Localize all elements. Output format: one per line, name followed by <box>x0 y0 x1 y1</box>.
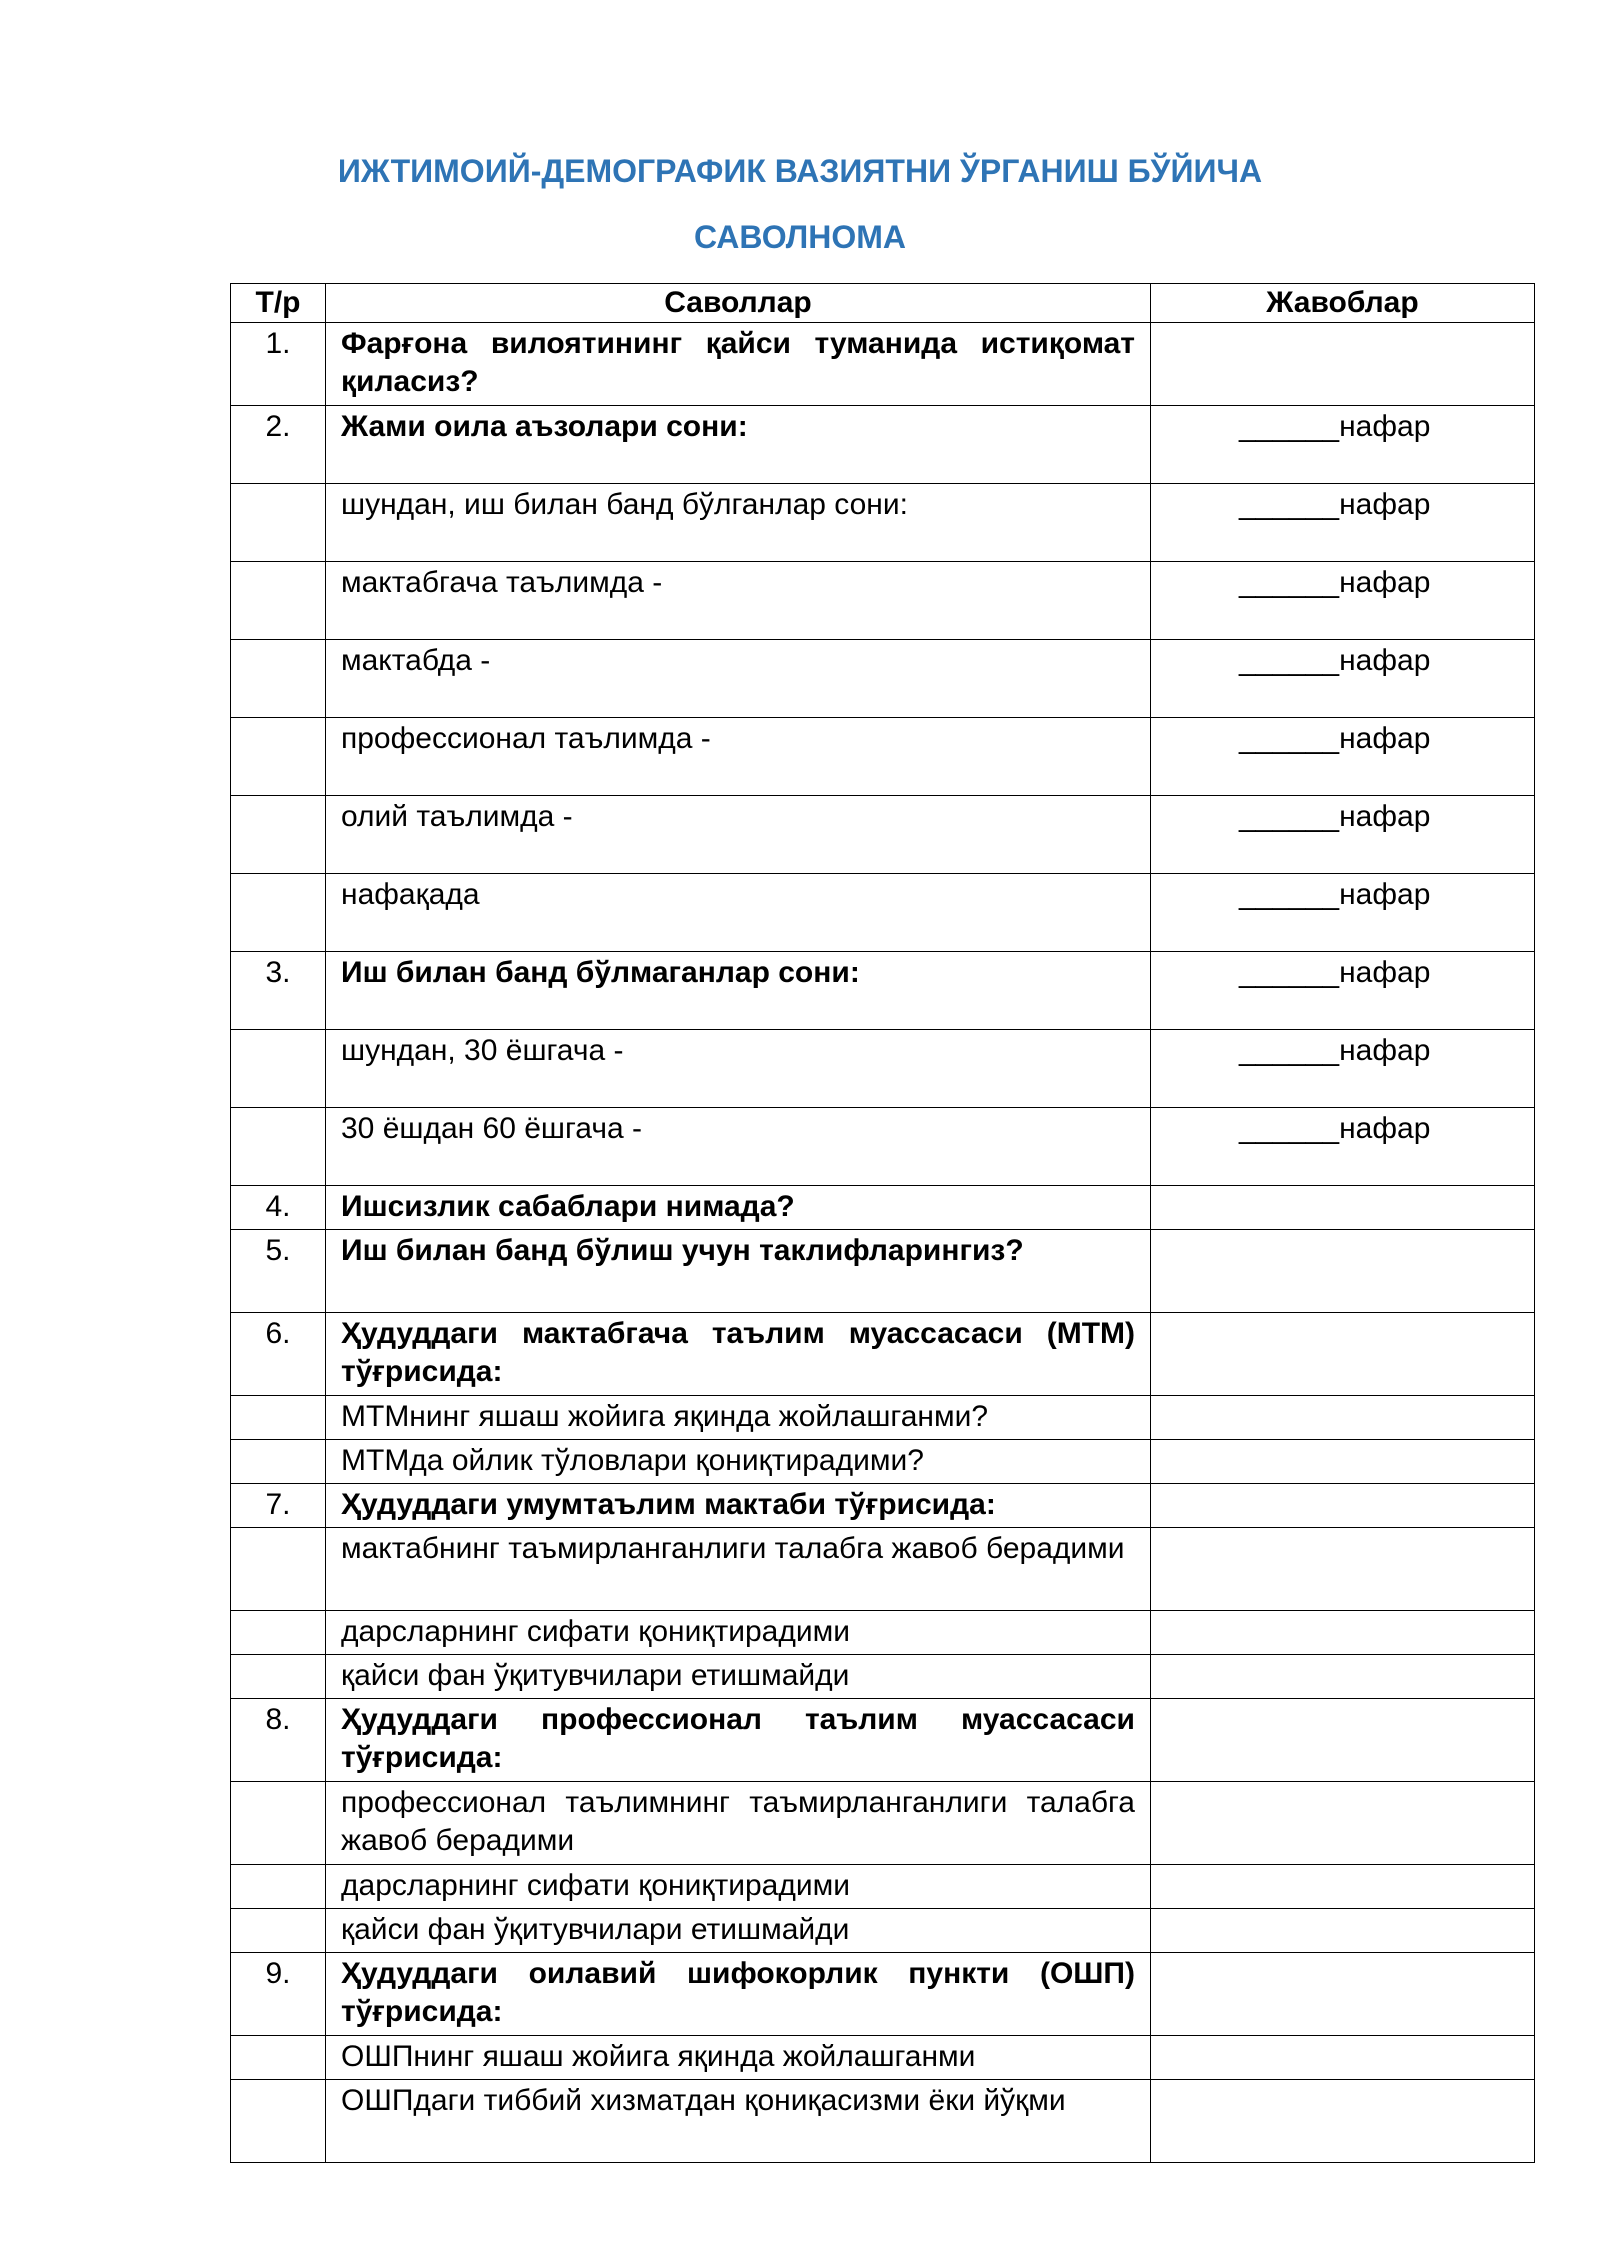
table-row <box>231 406 1535 484</box>
table-row <box>231 1611 1535 1655</box>
answer-cell[interactable] <box>1151 640 1535 718</box>
row-number: 3. <box>231 952 326 1030</box>
table-row <box>231 1230 1535 1313</box>
question-subitem: дарсларнинг сифати қониқтирадими <box>326 1865 1151 1909</box>
table-row <box>231 2080 1535 2163</box>
row-number: 9. <box>231 1953 326 2036</box>
question-subitem: қайси фан ўқитувчилари етишмайди <box>326 1909 1151 1953</box>
answer-blank-count: ______нафар <box>1239 800 1431 833</box>
answer-blank-count: ______нафар <box>1239 1112 1431 1145</box>
table-row <box>231 1440 1535 1484</box>
answer-blank-count: ______нафар <box>1239 410 1431 443</box>
answer-cell[interactable] <box>1151 1611 1535 1655</box>
question-subitem: 30 ёшдан 60 ёшгача - <box>326 1108 1151 1186</box>
question-subitem: ОШПнинг яшаш жойига яқинда жойлашганми <box>326 2036 1151 2080</box>
question-heading: Иш билан банд бўлмаганлар сони: <box>326 952 1151 1030</box>
column-header-questions: Саволлар <box>326 284 1151 323</box>
table-row <box>231 874 1535 952</box>
question-subitem: шундан, иш билан банд бўлганлар сони: <box>326 484 1151 562</box>
row-number <box>231 2080 326 2163</box>
column-header-answers: Жавоблар <box>1151 284 1535 323</box>
row-number <box>231 1528 326 1611</box>
row-number <box>231 1440 326 1484</box>
table-row <box>231 1313 1535 1396</box>
row-number <box>231 1611 326 1655</box>
question-subitem: профессионал таълимда - <box>326 718 1151 796</box>
table-row <box>231 1030 1535 1108</box>
answer-cell[interactable] <box>1151 1030 1535 1108</box>
row-number <box>231 718 326 796</box>
question-subitem: профессионал таълимнинг таъмирланганлиги талабга жавоб берадими <box>326 1782 1151 1865</box>
question-heading: Ҳудуддаги профессионал таълим муассасаси тўғрисида: <box>326 1699 1151 1782</box>
table-row <box>231 1484 1535 1528</box>
answer-blank-count: ______нафар <box>1239 488 1431 521</box>
answer-cell[interactable] <box>1151 2036 1535 2080</box>
question-heading: Ишсизлик сабаблари нимада? <box>326 1186 1151 1230</box>
document-title-line1: ИЖТИМОИЙ-ДЕМОГРАФИК ВАЗИЯТНИ ЎРГАНИШ БЎЙИЧА <box>337 153 1263 189</box>
table-row <box>231 1865 1535 1909</box>
answer-cell[interactable] <box>1151 1909 1535 1953</box>
answer-blank-count: ______нафар <box>1239 956 1431 989</box>
row-number <box>231 1655 326 1699</box>
answer-blank-count: ______нафар <box>1239 878 1431 911</box>
table-row <box>231 1186 1535 1230</box>
question-subitem: МТМда ойлик тўловлари қониқтирадими? <box>326 1440 1151 1484</box>
answer-cell[interactable] <box>1151 1313 1535 1396</box>
answer-cell[interactable] <box>1151 1440 1535 1484</box>
table-row <box>231 1108 1535 1186</box>
answer-cell[interactable] <box>1151 1953 1535 2036</box>
answer-cell[interactable] <box>1151 1108 1535 1186</box>
question-heading: Ҳудуддаги умумтаълим мактаби тўғрисида: <box>326 1484 1151 1528</box>
question-subitem: қайси фан ўқитувчилари етишмайди <box>326 1655 1151 1699</box>
row-number <box>231 1396 326 1440</box>
row-number <box>231 562 326 640</box>
row-number: 7. <box>231 1484 326 1528</box>
answer-cell[interactable] <box>1151 1230 1535 1313</box>
table-row <box>231 562 1535 640</box>
question-subitem: дарсларнинг сифати қониқтирадими <box>326 1611 1151 1655</box>
question-heading: Ҳудуддаги мактабгача таълим муассасаси (МТМ) тўғрисида: <box>326 1313 1151 1396</box>
answer-cell[interactable] <box>1151 1186 1535 1230</box>
question-subitem: олий таълимда - <box>326 796 1151 874</box>
answer-cell[interactable] <box>1151 406 1535 484</box>
question-heading: Фарғона вилоятининг қайси туманида истиқомат қиласиз? <box>326 323 1151 406</box>
question-subitem: нафақада <box>326 874 1151 952</box>
row-number <box>231 796 326 874</box>
question-heading: Иш билан банд бўлиш учун таклифларингиз? <box>326 1230 1151 1313</box>
question-subitem: шундан, 30 ёшгача - <box>326 1030 1151 1108</box>
question-subitem: мактабгача таълимда - <box>326 562 1151 640</box>
table-row <box>231 1655 1535 1699</box>
table-row <box>231 718 1535 796</box>
answer-cell[interactable] <box>1151 796 1535 874</box>
answer-cell[interactable] <box>1151 1699 1535 1782</box>
table-row <box>231 1396 1535 1440</box>
row-number <box>231 2036 326 2080</box>
row-number <box>231 1909 326 1953</box>
table-row <box>231 484 1535 562</box>
question-subitem: ОШПдаги тиббий хизматдан қониқасизми ёки йўқми <box>326 2080 1151 2163</box>
table-row <box>231 2036 1535 2080</box>
answer-cell[interactable] <box>1151 323 1535 406</box>
row-number <box>231 874 326 952</box>
row-number: 8. <box>231 1699 326 1782</box>
question-heading: Жами оила аъзолари сони: <box>326 406 1151 484</box>
row-number <box>231 1782 326 1865</box>
answer-blank-count: ______нафар <box>1239 1034 1431 1067</box>
answer-cell[interactable] <box>1151 952 1535 1030</box>
answer-cell[interactable] <box>1151 1396 1535 1440</box>
row-number: 5. <box>231 1230 326 1313</box>
answer-cell[interactable] <box>1151 1655 1535 1699</box>
row-number: 4. <box>231 1186 326 1230</box>
row-number <box>231 1108 326 1186</box>
answer-blank-count: ______нафар <box>1239 722 1431 755</box>
table-row <box>231 952 1535 1030</box>
row-number: 6. <box>231 1313 326 1396</box>
table-row <box>231 1699 1535 1782</box>
question-subitem: мактабда - <box>326 640 1151 718</box>
row-number <box>231 1865 326 1909</box>
document-title-line2: САВОЛНОМА <box>693 219 907 255</box>
table-row <box>231 640 1535 718</box>
question-heading: Ҳудуддаги оилавий шифокорлик пункти (ОШП) тўғрисида: <box>326 1953 1151 2036</box>
question-subitem: МТМнинг яшаш жойига яқинда жойлашганми? <box>326 1396 1151 1440</box>
answer-cell[interactable] <box>1151 718 1535 796</box>
answer-cell[interactable] <box>1151 874 1535 952</box>
answer-cell[interactable] <box>1151 1782 1535 1865</box>
table-row <box>231 1528 1535 1611</box>
table-header-row <box>231 284 1535 323</box>
row-number: 1. <box>231 323 326 406</box>
answer-cell[interactable] <box>1151 2080 1535 2163</box>
row-number <box>231 484 326 562</box>
table-row <box>231 1953 1535 2036</box>
answer-cell[interactable] <box>1151 1865 1535 1909</box>
answer-blank-count: ______нафар <box>1239 644 1431 677</box>
table-row <box>231 1909 1535 1953</box>
row-number: 2. <box>231 406 326 484</box>
answer-cell[interactable] <box>1151 1528 1535 1611</box>
answer-cell[interactable] <box>1151 562 1535 640</box>
table-row <box>231 796 1535 874</box>
question-subitem: мактабнинг таъмирланганлиги талабга жавоб берадими <box>326 1528 1151 1611</box>
questionnaire-table <box>230 283 1535 2163</box>
column-header-number: Т/р <box>231 284 326 323</box>
table-row <box>231 1782 1535 1865</box>
table-row <box>231 323 1535 406</box>
row-number <box>231 1030 326 1108</box>
row-number <box>231 640 326 718</box>
answer-cell[interactable] <box>1151 484 1535 562</box>
answer-blank-count: ______нафар <box>1239 566 1431 599</box>
answer-cell[interactable] <box>1151 1484 1535 1528</box>
